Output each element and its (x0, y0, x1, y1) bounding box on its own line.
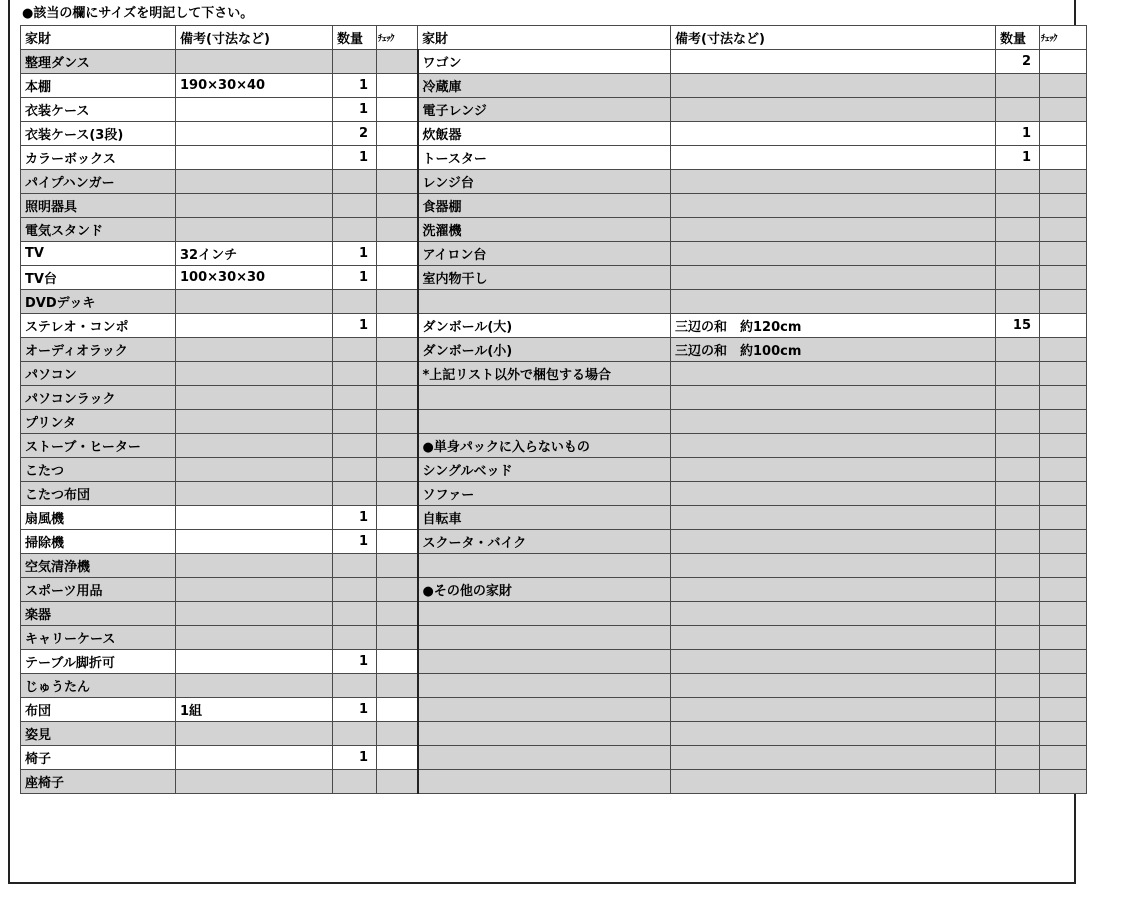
left-check-cell (377, 242, 418, 266)
right-note-cell (671, 434, 996, 458)
right-item-cell (418, 602, 671, 626)
right-item-cell: ダンボール(大) (418, 314, 671, 338)
left-item-cell: TV (21, 242, 176, 266)
right-item-cell: レンジ台 (418, 170, 671, 194)
right-check-cell (1040, 698, 1087, 722)
right-qty-cell: 15 (996, 314, 1040, 338)
left-item-cell: 座椅子 (21, 770, 176, 794)
right-check-cell (1040, 170, 1087, 194)
left-check-cell (377, 74, 418, 98)
left-note-cell (176, 170, 333, 194)
left-check-cell (377, 650, 418, 674)
left-check-cell (377, 626, 418, 650)
left-check-cell (377, 746, 418, 770)
left-qty-cell (333, 386, 377, 410)
left-note-cell (176, 578, 333, 602)
right-qty-cell (996, 770, 1040, 794)
left-check-cell (377, 482, 418, 506)
right-item-cell (418, 410, 671, 434)
header-check-left: ﾁｪｯｸ (377, 26, 418, 50)
left-check-cell (377, 530, 418, 554)
left-check-cell (377, 434, 418, 458)
left-qty-cell: 1 (333, 266, 377, 290)
right-item-cell: 室内物干し (418, 266, 671, 290)
left-item-cell: 楽器 (21, 602, 176, 626)
right-note-cell (671, 698, 996, 722)
left-note-cell: 1組 (176, 698, 333, 722)
left-item-cell: 椅子 (21, 746, 176, 770)
left-check-cell (377, 554, 418, 578)
left-check-cell (377, 674, 418, 698)
right-note-cell (671, 770, 996, 794)
left-note-cell (176, 434, 333, 458)
left-note-cell (176, 338, 333, 362)
left-check-cell (377, 170, 418, 194)
right-note-cell (671, 362, 996, 386)
left-note-cell (176, 746, 333, 770)
right-item-cell: シングルベッド (418, 458, 671, 482)
table-row (21, 386, 1087, 410)
right-qty-cell (996, 602, 1040, 626)
table-row (21, 578, 1087, 602)
right-item-cell (418, 746, 671, 770)
left-check-cell (377, 722, 418, 746)
right-note-cell (671, 626, 996, 650)
right-check-cell (1040, 194, 1087, 218)
left-item-cell: じゅうたん (21, 674, 176, 698)
table-row (21, 74, 1087, 98)
right-item-cell (418, 650, 671, 674)
right-note-cell (671, 410, 996, 434)
left-check-cell (377, 146, 418, 170)
right-qty-cell (996, 362, 1040, 386)
table-row (21, 218, 1087, 242)
left-check-cell (377, 506, 418, 530)
right-check-cell (1040, 146, 1087, 170)
right-note-cell (671, 602, 996, 626)
right-item-cell (418, 554, 671, 578)
right-qty-cell: 2 (996, 50, 1040, 74)
right-note-cell (671, 674, 996, 698)
left-check-cell (377, 266, 418, 290)
left-note-cell (176, 314, 333, 338)
left-item-cell: 電気スタンド (21, 218, 176, 242)
left-qty-cell (333, 290, 377, 314)
right-note-cell (671, 242, 996, 266)
header-qty-right: 数量 (996, 26, 1040, 50)
left-item-cell: TV台 (21, 266, 176, 290)
left-item-cell: スポーツ用品 (21, 578, 176, 602)
right-qty-cell (996, 266, 1040, 290)
left-note-cell (176, 770, 333, 794)
table-row (21, 626, 1087, 650)
right-check-cell (1040, 98, 1087, 122)
table-row (21, 314, 1087, 338)
left-qty-cell: 1 (333, 74, 377, 98)
instruction-text: ●該当の欄にサイズを明記して下さい。 (22, 6, 254, 21)
header-note-right: 備考(寸法など) (671, 26, 996, 50)
right-check-cell (1040, 506, 1087, 530)
table-row (21, 434, 1087, 458)
right-qty-cell (996, 746, 1040, 770)
right-check-cell (1040, 242, 1087, 266)
right-note-cell (671, 506, 996, 530)
right-check-cell (1040, 50, 1087, 74)
right-note-cell: 三辺の和 約120cm (671, 314, 996, 338)
right-item-cell (418, 290, 671, 314)
left-check-cell (377, 386, 418, 410)
right-item-cell (418, 386, 671, 410)
left-item-cell: プリンタ (21, 410, 176, 434)
right-note-cell (671, 578, 996, 602)
table-row (21, 458, 1087, 482)
left-note-cell (176, 506, 333, 530)
right-item-cell: トースター (418, 146, 671, 170)
right-check-cell (1040, 338, 1087, 362)
right-item-cell: 炊飯器 (418, 122, 671, 146)
left-qty-cell (333, 770, 377, 794)
right-qty-cell (996, 338, 1040, 362)
left-item-cell: オーディオラック (21, 338, 176, 362)
left-item-cell: 掃除機 (21, 530, 176, 554)
left-item-cell: DVDデッキ (21, 290, 176, 314)
right-check-cell (1040, 482, 1087, 506)
right-qty-cell (996, 554, 1040, 578)
left-check-cell (377, 338, 418, 362)
right-check-cell (1040, 362, 1087, 386)
left-item-cell: キャリーケース (21, 626, 176, 650)
header-check-right: ﾁｪｯｸ (1040, 26, 1087, 50)
right-note-cell (671, 458, 996, 482)
right-qty-cell: 1 (996, 146, 1040, 170)
right-qty-cell (996, 578, 1040, 602)
left-note-cell (176, 386, 333, 410)
right-note-cell (671, 170, 996, 194)
left-check-cell (377, 458, 418, 482)
left-note-cell (176, 482, 333, 506)
table-row (21, 290, 1087, 314)
right-item-cell (418, 674, 671, 698)
table-row (21, 770, 1087, 794)
left-qty-cell: 1 (333, 314, 377, 338)
right-note-cell (671, 290, 996, 314)
left-item-cell: 姿見 (21, 722, 176, 746)
right-check-cell (1040, 722, 1087, 746)
left-item-cell: ストーブ・ヒーター (21, 434, 176, 458)
left-note-cell (176, 410, 333, 434)
left-qty-cell (333, 554, 377, 578)
table-row (21, 170, 1087, 194)
right-check-cell (1040, 218, 1087, 242)
table-row (21, 194, 1087, 218)
left-qty-cell: 1 (333, 242, 377, 266)
right-check-cell (1040, 578, 1087, 602)
right-qty-cell (996, 98, 1040, 122)
left-qty-cell: 1 (333, 146, 377, 170)
left-item-cell: 扇風機 (21, 506, 176, 530)
table-row (21, 338, 1087, 362)
left-note-cell: 32インチ (176, 242, 333, 266)
left-note-cell (176, 458, 333, 482)
right-note-cell (671, 50, 996, 74)
left-qty-cell (333, 170, 377, 194)
right-check-cell (1040, 770, 1087, 794)
header-item-right: 家財 (418, 26, 671, 50)
left-note-cell (176, 650, 333, 674)
right-qty-cell (996, 506, 1040, 530)
table-row (21, 698, 1087, 722)
right-item-cell (418, 698, 671, 722)
right-qty-cell (996, 722, 1040, 746)
table-row (21, 50, 1087, 74)
table-row (21, 554, 1087, 578)
right-qty-cell: 1 (996, 122, 1040, 146)
right-note-cell (671, 218, 996, 242)
left-check-cell (377, 578, 418, 602)
left-qty-cell (333, 362, 377, 386)
left-qty-cell (333, 602, 377, 626)
right-qty-cell (996, 482, 1040, 506)
right-check-cell (1040, 314, 1087, 338)
inventory-sheet (8, 0, 1076, 884)
right-item-cell: 冷蔵庫 (418, 74, 671, 98)
left-qty-cell (333, 458, 377, 482)
right-item-cell: ワゴン (418, 50, 671, 74)
left-item-cell: 衣装ケース(3段) (21, 122, 176, 146)
right-item-cell: ダンボール(小) (418, 338, 671, 362)
left-qty-cell (333, 434, 377, 458)
header-note-left: 備考(寸法など) (176, 26, 333, 50)
table-row (21, 482, 1087, 506)
right-check-cell (1040, 530, 1087, 554)
right-check-cell (1040, 74, 1087, 98)
table-row (21, 266, 1087, 290)
left-qty-cell (333, 626, 377, 650)
right-item-cell: 電子レンジ (418, 98, 671, 122)
right-check-cell (1040, 626, 1087, 650)
left-note-cell (176, 194, 333, 218)
left-item-cell: 整理ダンス (21, 50, 176, 74)
left-item-cell: 布団 (21, 698, 176, 722)
left-note-cell (176, 674, 333, 698)
right-item-cell: 食器棚 (418, 194, 671, 218)
left-item-cell: パソコン (21, 362, 176, 386)
right-note-cell (671, 146, 996, 170)
table-row (21, 242, 1087, 266)
right-qty-cell (996, 698, 1040, 722)
left-qty-cell (333, 722, 377, 746)
right-item-cell: 洗濯機 (418, 218, 671, 242)
left-note-cell (176, 98, 333, 122)
right-note-cell (671, 386, 996, 410)
right-note-cell: 三辺の和 約100cm (671, 338, 996, 362)
right-check-cell (1040, 386, 1087, 410)
left-check-cell (377, 314, 418, 338)
left-qty-cell: 1 (333, 98, 377, 122)
left-check-cell (377, 698, 418, 722)
right-qty-cell (996, 290, 1040, 314)
right-qty-cell (996, 626, 1040, 650)
left-note-cell (176, 50, 333, 74)
table-row (21, 410, 1087, 434)
left-qty-cell (333, 674, 377, 698)
right-qty-cell (996, 674, 1040, 698)
right-check-cell (1040, 122, 1087, 146)
right-qty-cell (996, 242, 1040, 266)
left-check-cell (377, 122, 418, 146)
table-row (21, 506, 1087, 530)
left-qty-cell: 1 (333, 506, 377, 530)
left-note-cell (176, 218, 333, 242)
left-item-cell: こたつ (21, 458, 176, 482)
table-row (21, 602, 1087, 626)
right-note-cell (671, 554, 996, 578)
left-qty-cell (333, 50, 377, 74)
table-row (21, 674, 1087, 698)
left-item-cell: パソコンラック (21, 386, 176, 410)
right-item-cell: ソファー (418, 482, 671, 506)
left-qty-cell (333, 338, 377, 362)
right-note-cell (671, 266, 996, 290)
right-item-cell (418, 722, 671, 746)
right-qty-cell (996, 530, 1040, 554)
right-qty-cell (996, 410, 1040, 434)
left-note-cell (176, 146, 333, 170)
table-row (21, 122, 1087, 146)
left-note-cell (176, 290, 333, 314)
left-qty-cell (333, 218, 377, 242)
right-check-cell (1040, 602, 1087, 626)
right-qty-cell (996, 74, 1040, 98)
left-qty-cell: 1 (333, 650, 377, 674)
right-check-cell (1040, 674, 1087, 698)
right-note-cell (671, 482, 996, 506)
left-qty-cell: 2 (333, 122, 377, 146)
left-qty-cell (333, 482, 377, 506)
left-note-cell (176, 122, 333, 146)
right-qty-cell (996, 218, 1040, 242)
right-note-cell (671, 74, 996, 98)
right-check-cell (1040, 410, 1087, 434)
right-qty-cell (996, 434, 1040, 458)
right-qty-cell (996, 458, 1040, 482)
header-qty-left: 数量 (333, 26, 377, 50)
right-qty-cell (996, 170, 1040, 194)
header-row (21, 26, 1087, 50)
left-qty-cell (333, 578, 377, 602)
household-items-table (20, 25, 1087, 794)
left-check-cell (377, 362, 418, 386)
left-item-cell: テーブル脚折可 (21, 650, 176, 674)
right-note-cell (671, 98, 996, 122)
left-check-cell (377, 218, 418, 242)
table-row (21, 722, 1087, 746)
right-check-cell (1040, 458, 1087, 482)
left-item-cell: ステレオ・コンポ (21, 314, 176, 338)
right-note-cell (671, 746, 996, 770)
left-item-cell: 本棚 (21, 74, 176, 98)
left-check-cell (377, 770, 418, 794)
left-qty-cell: 1 (333, 698, 377, 722)
table-row (21, 146, 1087, 170)
right-item-cell: アイロン台 (418, 242, 671, 266)
left-check-cell (377, 290, 418, 314)
left-note-cell (176, 530, 333, 554)
left-check-cell (377, 410, 418, 434)
right-item-cell: 自転車 (418, 506, 671, 530)
left-qty-cell: 1 (333, 746, 377, 770)
right-item-cell: *上記リスト以外で梱包する場合 (418, 362, 671, 386)
left-item-cell: こたつ布団 (21, 482, 176, 506)
left-check-cell (377, 602, 418, 626)
right-qty-cell (996, 194, 1040, 218)
left-item-cell: 空気清浄機 (21, 554, 176, 578)
right-check-cell (1040, 746, 1087, 770)
left-qty-cell (333, 194, 377, 218)
left-qty-cell (333, 410, 377, 434)
left-note-cell (176, 722, 333, 746)
left-item-cell: パイプハンガー (21, 170, 176, 194)
left-note-cell: 190×30×40 (176, 74, 333, 98)
right-item-cell (418, 770, 671, 794)
right-qty-cell (996, 650, 1040, 674)
table-body (21, 26, 1087, 794)
left-note-cell (176, 362, 333, 386)
left-item-cell: カラーボックス (21, 146, 176, 170)
left-note-cell (176, 602, 333, 626)
right-item-cell (418, 626, 671, 650)
left-note-cell (176, 626, 333, 650)
right-check-cell (1040, 434, 1087, 458)
table-row (21, 362, 1087, 386)
left-check-cell (377, 194, 418, 218)
left-check-cell (377, 50, 418, 74)
right-check-cell (1040, 266, 1087, 290)
table-row (21, 650, 1087, 674)
left-item-cell: 衣装ケース (21, 98, 176, 122)
table-row (21, 530, 1087, 554)
table-row (21, 98, 1087, 122)
right-note-cell (671, 530, 996, 554)
table-row (21, 746, 1087, 770)
right-item-cell: ●その他の家財 (418, 578, 671, 602)
left-item-cell: 照明器具 (21, 194, 176, 218)
right-item-cell: スクータ・バイク (418, 530, 671, 554)
right-qty-cell (996, 386, 1040, 410)
right-note-cell (671, 122, 996, 146)
left-note-cell (176, 554, 333, 578)
right-item-cell: ●単身パックに入らないもの (418, 434, 671, 458)
right-note-cell (671, 722, 996, 746)
right-check-cell (1040, 290, 1087, 314)
right-check-cell (1040, 554, 1087, 578)
left-note-cell: 100×30×30 (176, 266, 333, 290)
right-check-cell (1040, 650, 1087, 674)
left-check-cell (377, 98, 418, 122)
right-note-cell (671, 194, 996, 218)
left-qty-cell: 1 (333, 530, 377, 554)
right-note-cell (671, 650, 996, 674)
header-item-left: 家財 (21, 26, 176, 50)
